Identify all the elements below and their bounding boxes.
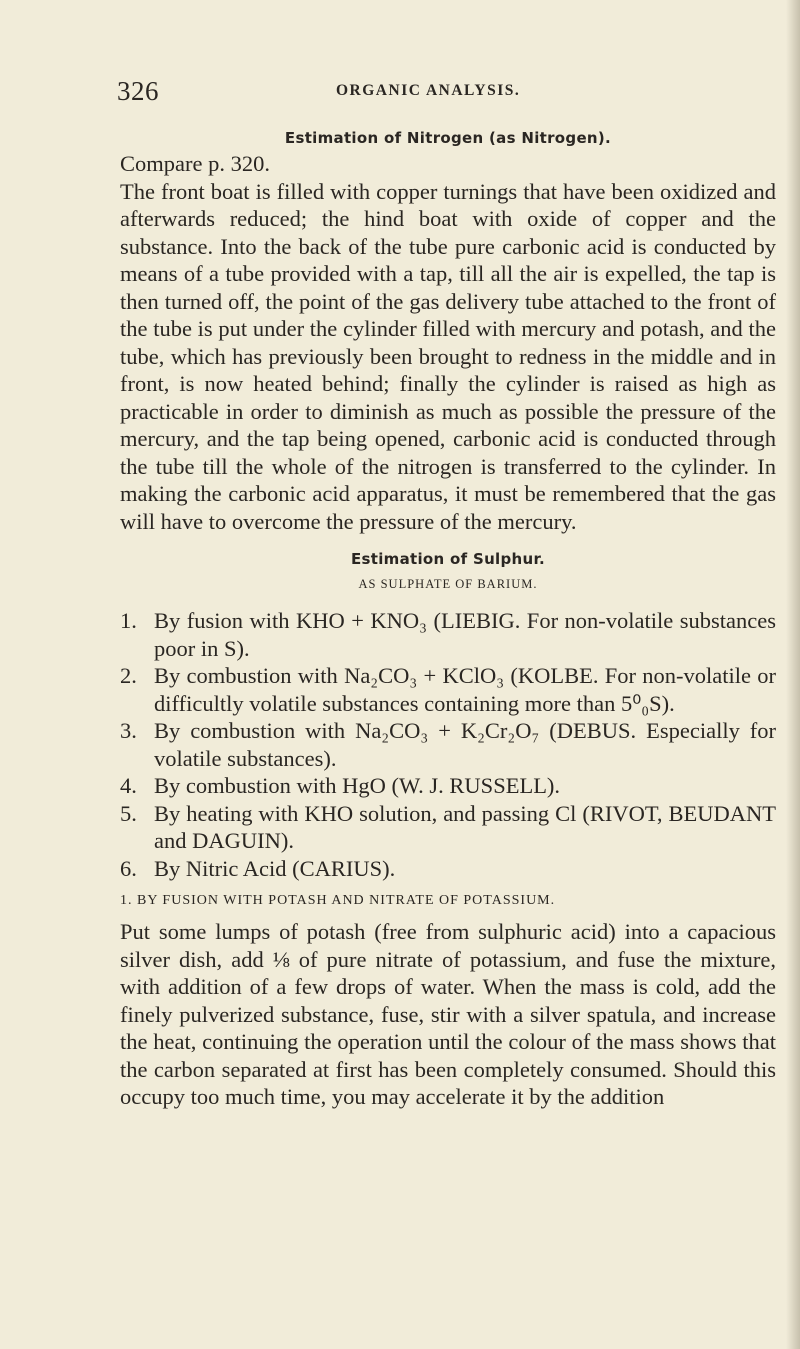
section-title-sulphur: Estimation of Sulphur. (350, 550, 546, 568)
subsection-heading: 1. BY FUSION WITH POTASH AND NITRATE OF POTASSIUM. (120, 893, 556, 908)
methods-list (120, 607, 776, 882)
list-item (120, 855, 776, 883)
list-item (120, 772, 776, 800)
list-text: By fusion with KHO + KNO₃ (LIEBIG. For non-volatile substances poor in S). (154, 608, 776, 661)
page-number: 326 (117, 76, 159, 106)
paragraph-nitrogen-method: The front boat is filled with copper turnings that have been oxidized and afterwards reduced; the hind boat with oxide of copper and the substance. Into the back of the tube pure carbonic acid is conducted by means of a tube provided with a tap, till all the air is expelled, the tap is then turned off, the point of the gas delivery tube attached to the front of the tube is put under the cylinder filled with mercury and potash, and the tube, which has previously been brought to redness in the middle and in front, is now heated behind; finally the cylinder is raised as high as practicable in order to diminish as much as possible the pressure of the mercury, and the tap being opened, carbonic acid is conducted through the tube till the whole of the nitrogen is transferred to the cylinder. In making the carbonic acid apparatus, it must be remembered that the gas will have to overcome the pressure of the mercury. (120, 178, 776, 534)
list-number: 3. (120, 718, 137, 743)
page-edge-shadow (786, 0, 800, 1349)
list-text: By combustion with HgO (W. J. RUSSELL). (154, 773, 561, 798)
list-item (120, 800, 776, 855)
paragraph-compare: Compare p. 320. (120, 151, 270, 176)
paragraph-fusion: Put some lumps of potash (free from sulphuric acid) into a capacious silver dish, add ⅛ of pure nitrate of potassium, and fuse the mixture, with addition of a few drops of water. When the mass is cold, add the finely pulverized substance, fuse, stir with a silver spatula, and increase the heat, continuing the operation until the colour of the mass shows that the carbon separated at first has been completely consumed. Should this occupy too much time, you may accelerate it by the addition (120, 919, 776, 1109)
list-text: By heating with KHO solution, and passing Cl (RIVOT, BEUDANT and DAGUIN). (154, 800, 776, 853)
section-title-nitrogen: Estimation of Nitrogen (as Nitrogen). (284, 129, 612, 147)
list-text: By Nitric Acid (CARIUS). (154, 855, 396, 881)
page-content (120, 126, 776, 1111)
running-head: ORGANIC ANALYSIS. (336, 82, 521, 99)
list-number: 2. (120, 663, 137, 688)
list-number: 6. (120, 855, 137, 881)
list-number: 1. (120, 608, 137, 633)
list-item (120, 607, 776, 662)
list-item (120, 717, 776, 772)
list-text: By combustion with Na₂CO₃ + K₂Cr₂O₇ (DEBUS. Especially for volatile substances). (154, 718, 776, 771)
list-item (120, 662, 776, 717)
list-number: 5. (120, 800, 137, 826)
page-header (0, 76, 800, 106)
list-text: By combustion with Na₂CO₃ + KClO₃ (KOLBE. For non-volatile or difficultly volatile substances containing more than 5⁰₀S). (154, 663, 776, 716)
section-subtitle-sulphur: AS SULPHATE OF BARIUM. (358, 577, 538, 591)
list-number: 4. (120, 773, 137, 798)
